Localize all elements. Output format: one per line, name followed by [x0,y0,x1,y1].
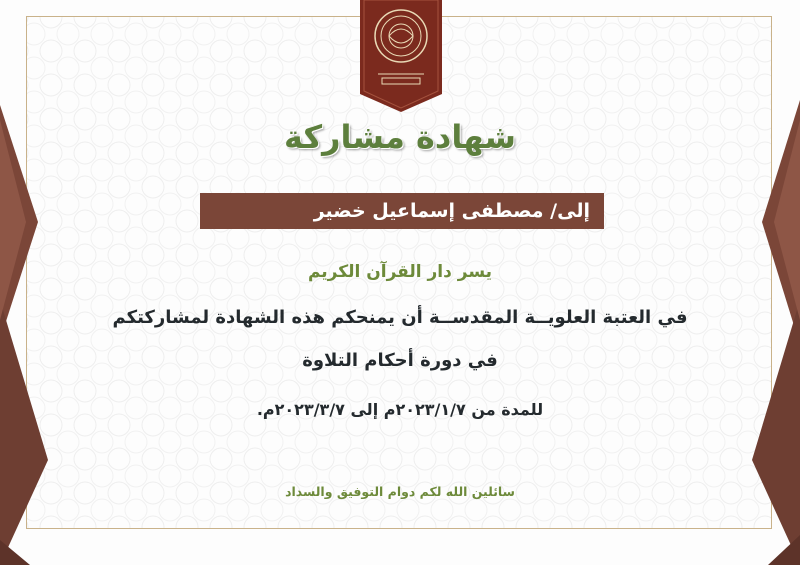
recipient-name: إلى/ مصطفى إسماعيل خضير [313,200,590,222]
certificate-title: شهادة مشاركة [284,118,516,156]
presenter-line: يسر دار القرآن الكريم [307,262,493,282]
closing-line: سائلين الله لكم دوام التوفيق والسداد [285,484,515,499]
recipient-band [200,193,604,229]
date-range-line: للمدة من ٢٠٢٣/١/٧م إلى ٢٠٢٣/٣/٧م. [256,400,544,419]
right-ornament [740,0,800,565]
body-line: في العتبة العلويــة المقدســة أن يمنحكم هذه الشهادة لمشاركتكم [112,307,688,328]
left-ornament [0,0,60,565]
course-line: في دورة أحكام التلاوة [302,350,498,371]
institution-seal-icon [360,0,442,112]
